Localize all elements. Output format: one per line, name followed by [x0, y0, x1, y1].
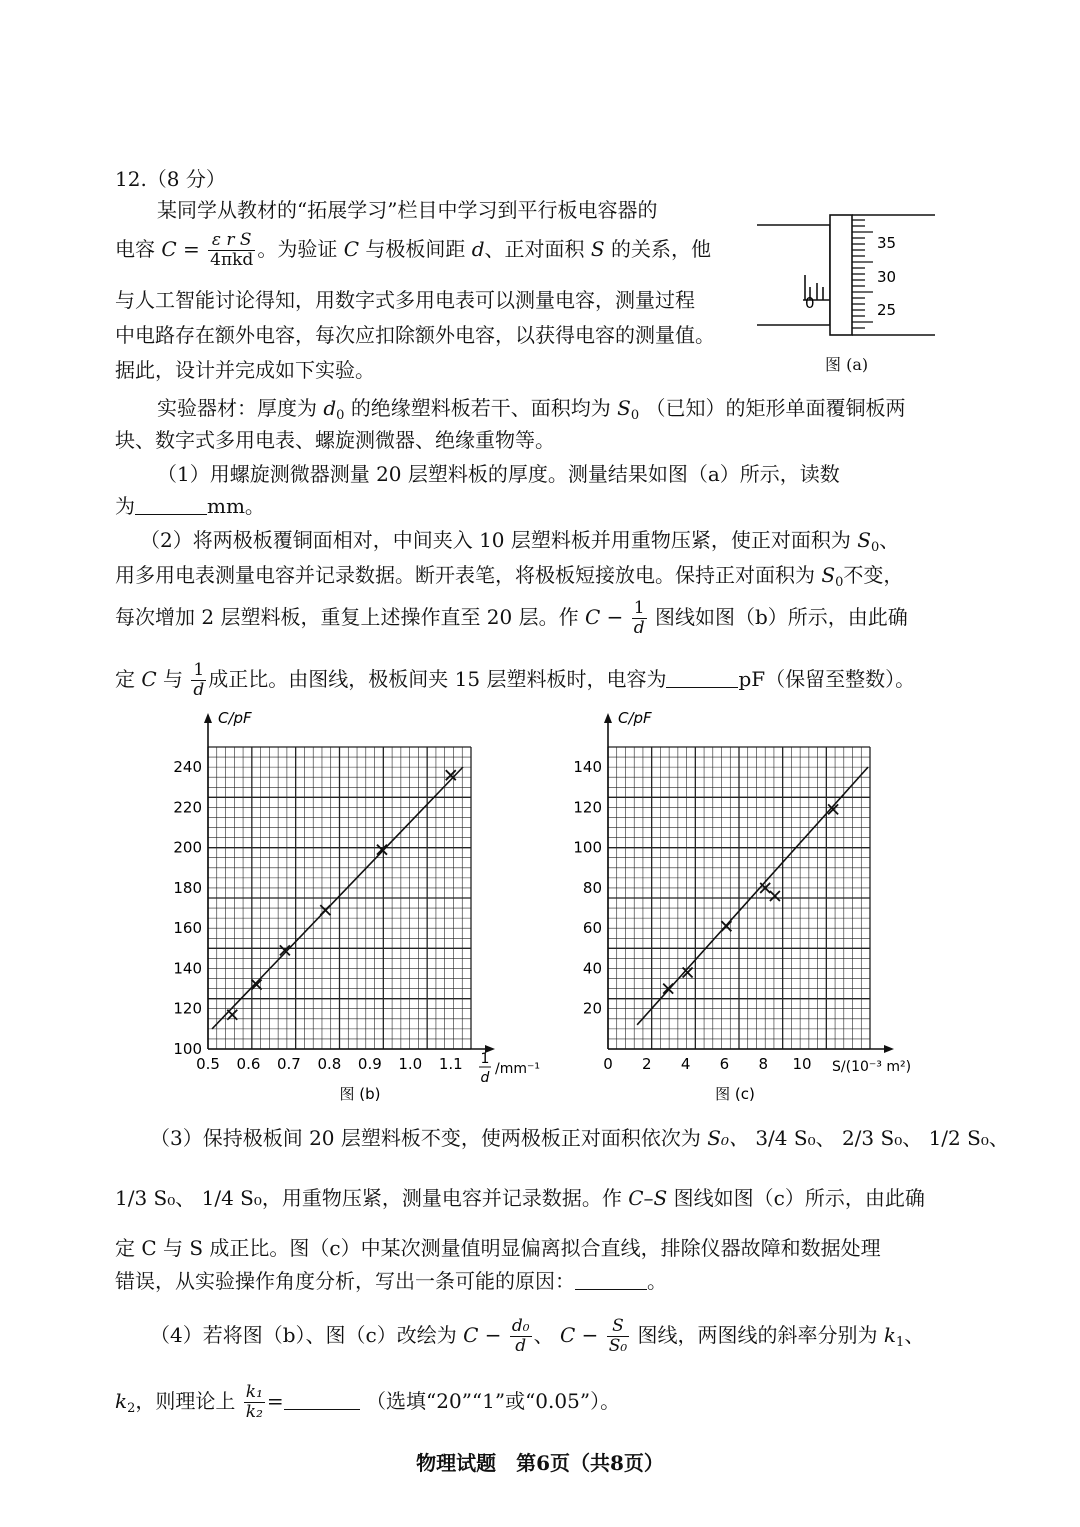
x-tick-label: 8	[758, 1055, 769, 1073]
fraction-numerator: 1	[632, 600, 647, 619]
y-tick-label: 40	[582, 959, 602, 978]
x-tick-label: 6	[719, 1055, 730, 1073]
area-2-3: 2/3 S₀、	[841, 1126, 923, 1150]
symbol-k2: k	[115, 1389, 128, 1413]
y-tick-label: 240	[173, 758, 202, 777]
s-s0-fraction	[607, 1318, 629, 1355]
symbol-d0: d	[323, 396, 337, 420]
part2-text: 每次增加 2 层塑料板，重复上述操作直至 20 层。作	[115, 605, 579, 629]
separator: 、	[904, 1323, 925, 1347]
fraction-numerator: k₁	[245, 1382, 263, 1402]
x-label-denominator: d	[480, 1070, 490, 1086]
x-label-unit: /mm⁻¹	[495, 1061, 540, 1077]
intro-text: 的关系，他	[610, 237, 711, 261]
y-tick-label: 120	[173, 999, 202, 1018]
area-3-4: 3/4 S₀、	[755, 1126, 836, 1150]
answer-blank-1[interactable]	[135, 496, 207, 515]
figure-a-caption: 图 (a)	[825, 355, 869, 374]
answer-blank-3[interactable]	[575, 1271, 647, 1290]
y-tick-label: 80	[582, 878, 602, 897]
x-tick-label: 0.5	[196, 1055, 220, 1073]
y-axis-label: C/pF	[618, 709, 652, 727]
x-tick-label: 0.9	[357, 1055, 382, 1073]
c-minus: C −	[584, 605, 624, 629]
fraction-denominator: d	[193, 680, 205, 700]
data-point	[721, 921, 731, 931]
intro-text: 与极板间距	[365, 237, 466, 261]
micrometer-zero: 0	[805, 294, 815, 312]
part1-text: mm。	[207, 494, 265, 518]
capacitance-formula	[208, 232, 255, 269]
symbol-c: C	[141, 667, 157, 691]
intro-line-3: 与人工智能讨论得知，用数字式多用电表可以测量电容，测量过程	[115, 288, 695, 312]
data-point	[377, 845, 387, 855]
subscript-one: 1	[896, 1335, 905, 1350]
part4-line-1	[150, 1318, 924, 1355]
symbol-c: C	[343, 237, 359, 261]
x-label-numerator: 1	[480, 1051, 490, 1067]
symbol-s0: S	[857, 528, 871, 552]
y-tick-label: 120	[573, 798, 602, 817]
formula-lhs: C =	[161, 237, 200, 261]
x-tick-label: 0.7	[276, 1055, 301, 1073]
area-1-2: 1/2 S₀、	[928, 1126, 1009, 1150]
part3-text: ，用重物压紧，测量电容并记录数据。作	[261, 1186, 622, 1210]
inv-d-fraction	[191, 662, 206, 699]
part3-line-4	[115, 1269, 667, 1293]
part1-line-2	[115, 494, 265, 518]
intro-line-5: 据此，设计并完成如下实验。	[115, 358, 375, 382]
symbol-s0: S	[821, 563, 836, 587]
materials-text: 的绝缘塑料板若干、面积均为	[350, 396, 611, 420]
part4-text: ，则理论上	[135, 1389, 236, 1413]
figure-b-caption: 图 (b)	[339, 1085, 381, 1103]
fraction-numerator: 1	[191, 662, 206, 681]
fraction-denominator: k₂	[245, 1402, 263, 1422]
x-axis-label	[479, 1051, 540, 1086]
x-tick-label: 2	[642, 1055, 652, 1073]
answer-blank-2[interactable]	[666, 669, 738, 688]
part4-text: 图线，两图线的斜率分别为	[637, 1323, 878, 1347]
fraction-denominator: S₀	[608, 1336, 628, 1356]
part2-line-2	[115, 563, 903, 595]
equals-sign: =	[266, 1389, 284, 1413]
formula-denominator: 4πkd	[210, 250, 254, 270]
fraction-denominator: d	[633, 618, 645, 638]
symbol-s: S	[590, 237, 605, 261]
k1-k2-fraction	[244, 1384, 265, 1421]
y-axis-arrow	[604, 713, 612, 723]
area-1-3: 1/3 S₀、	[115, 1186, 196, 1210]
y-tick-label: 100	[173, 1040, 202, 1058]
x-tick-label: 1.1	[438, 1055, 463, 1073]
symbol-s0: S	[617, 396, 631, 420]
symbol-k1: k	[883, 1323, 897, 1347]
part2-line-1	[140, 528, 899, 560]
subscript-two: 2	[127, 1401, 136, 1416]
page-footer: 物理试题 第6页（共8页）	[416, 1451, 664, 1475]
answer-blank-4[interactable]	[284, 1391, 360, 1410]
part1-line-1: （1）用螺旋测微器测量 20 层塑料板的厚度。测量结果如图（a）所示，读数	[157, 462, 840, 486]
figure-c-caption: 图 (c)	[715, 1085, 755, 1103]
d0-d-fraction	[510, 1318, 532, 1355]
fraction-numerator: S	[607, 1318, 629, 1337]
part2-text: 与	[163, 667, 184, 691]
part3-line-1	[150, 1126, 1009, 1150]
c-minus: C −	[559, 1323, 599, 1347]
intro-text: 。为验证	[257, 237, 338, 261]
part1-text: 为	[115, 494, 135, 518]
part2-text: 定	[115, 667, 135, 691]
chart-grid	[208, 747, 471, 1049]
separator: 、	[533, 1323, 554, 1347]
intro-line-4: 中电路存在额外电容，每次应扣除额外电容，以获得电容的测量值。	[115, 323, 715, 347]
intro-line-1: 某同学从教材的“拓展学习”栏目中学习到平行板电容器的	[157, 198, 658, 222]
part4-text: （选填“20”“1”或“0.05”）。	[366, 1389, 621, 1413]
y-tick-label: 20	[582, 999, 602, 1018]
x-tick-label: 0.8	[317, 1055, 342, 1073]
materials-text: （已知）的矩形单面覆铜板两	[645, 396, 906, 420]
x-axis-arrow	[884, 1045, 894, 1053]
chart-grid	[608, 747, 870, 1049]
intro-text: 、正对面积	[484, 237, 585, 261]
fraction-numerator: d₀	[511, 1316, 530, 1336]
data-point	[770, 891, 780, 901]
area-1-4: 1/4 S₀	[201, 1186, 262, 1210]
materials-line-1	[157, 396, 906, 428]
part4-line-2	[115, 1384, 620, 1421]
chart-c	[570, 705, 930, 1110]
micrometer-label-30: 30	[877, 268, 897, 286]
x-tick-label: 0	[603, 1055, 613, 1073]
part3-line-2	[115, 1186, 925, 1210]
part3-text: （3）保持极板间 20 层塑料板不变，使两极板正对面积依次为	[150, 1126, 701, 1150]
subscript-zero: 0	[630, 408, 640, 423]
chart-b	[150, 705, 560, 1110]
separator: 、	[879, 528, 900, 552]
intro-line-2	[115, 232, 711, 269]
materials-text: 实验器材：厚度为	[157, 396, 317, 420]
subscript-zero: 0	[336, 408, 345, 423]
micrometer-label-25: 25	[877, 301, 897, 319]
x-tick-label: 1.0	[398, 1055, 423, 1073]
micrometer-ticks	[852, 220, 873, 328]
x-axis-label: S/(10⁻³ m²)	[832, 1059, 912, 1075]
symbol-d: d	[471, 237, 485, 261]
subscript-zero: 0	[835, 575, 844, 590]
part3-line-3: 定 C 与 S 成正比。图（c）中某次测量值明显偏离拟合直线，排除仪器故障和数据处理	[115, 1236, 881, 1260]
part3-text: 图线如图（c）所示，由此确	[673, 1186, 925, 1210]
y-tick-label: 180	[173, 878, 202, 897]
y-tick-label: 100	[573, 838, 602, 857]
subscript-zero: 0	[870, 540, 880, 555]
y-tick-label: 160	[173, 919, 202, 938]
y-tick-label: 220	[173, 798, 202, 817]
part2-line-4	[115, 662, 915, 699]
x-tick-label: 10	[792, 1055, 812, 1073]
intro-text: 电容	[115, 237, 155, 261]
inv-d-fraction	[632, 600, 647, 637]
fraction-denominator: d	[515, 1336, 527, 1356]
part2-text: 成正比。由图线，极板间夹 15 层塑料板时，电容为	[208, 667, 667, 691]
y-tick-label: 140	[573, 758, 602, 777]
x-tick-label: 0.6	[236, 1055, 261, 1073]
y-axis-arrow	[204, 713, 212, 723]
part2-text: pF（保留至整数）。	[738, 667, 916, 691]
data-point	[227, 1010, 237, 1020]
materials-line-2: 块、数字式多用电表、螺旋测微器、绝缘重物等。	[115, 428, 555, 452]
area-s0: S₀、	[707, 1126, 749, 1150]
part2-text: 图线如图（b）所示，由此确	[655, 605, 908, 629]
y-tick-label: 60	[582, 919, 602, 938]
part2-text: 用多用电表测量电容并记录数据。断开表笔，将极板短接放电。保持正对面积为	[115, 563, 815, 587]
part2-line-3	[115, 600, 908, 637]
part2-text: （2）将两极板覆铜面相对，中间夹入 10 层塑料板并用重物压紧，使正对面积为	[140, 528, 851, 552]
formula-numerator: ε r S	[208, 232, 255, 251]
part3-text: 错误，从实验操作角度分析，写出一条可能的原因：	[115, 1269, 575, 1293]
c-s-label: C–S	[628, 1186, 668, 1210]
x-tick-label: 4	[680, 1055, 691, 1073]
part2-text: 不变，	[843, 563, 904, 587]
c-minus: C −	[463, 1323, 502, 1347]
part4-text: （4）若将图（b）、图（c）改绘为	[150, 1323, 457, 1347]
data-point	[252, 980, 262, 990]
y-tick-label: 200	[173, 838, 202, 857]
question-number: 12.（8 分）	[115, 167, 226, 191]
part3-text: 。	[647, 1269, 667, 1293]
y-axis-label: C/pF	[218, 709, 252, 727]
y-tick-label: 140	[173, 959, 202, 978]
micrometer-label-35: 35	[877, 234, 897, 252]
